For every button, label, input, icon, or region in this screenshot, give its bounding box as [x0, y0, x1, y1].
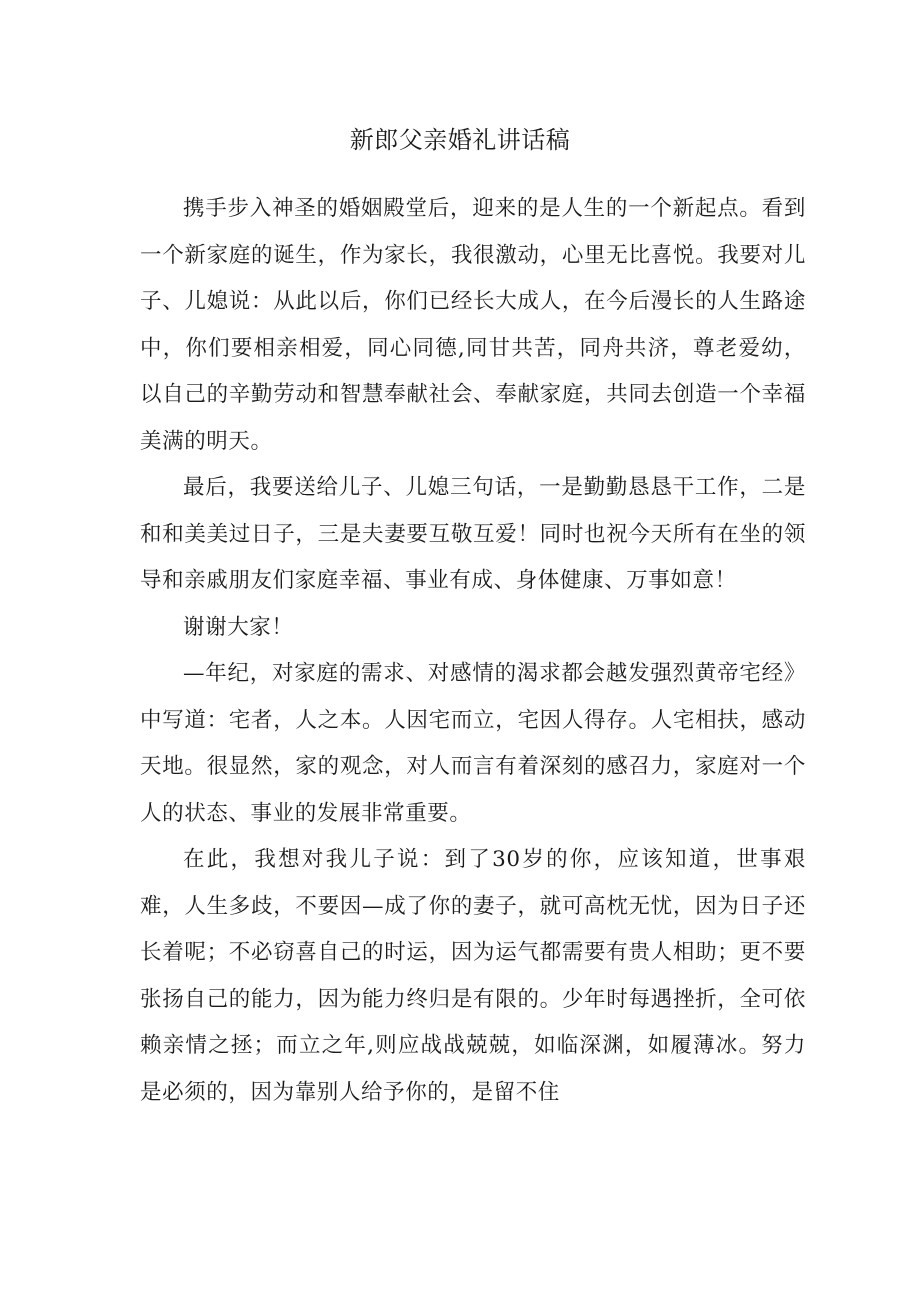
document-body [140, 186, 806, 1116]
paragraph-1: 携手步入神圣的婚姻殿堂后，迎来的是人生的一个新起点。看到一个新家庭的诞生，作为家长，我很激动，心里无比喜悦。我要对儿子、儿媳说：从此以后，你们已经长大成人，在今后漫长的人生路途中，你们要相亲相爱，同心同德,同甘共苦，同舟共济，尊老爱幼，以自己的辛勤劳动和智慧奉献社会、奉献家庭，共同去创造一个幸福美满的明天。 [140, 196, 806, 454]
paragraph-2: 最后，我要送给儿子、儿媳三句话，一是勤勤恳恳干工作，二是和和美美过日子，三是夫妻要互敬互爱！同时也祝今天所有在坐的领导和亲戚朋友们家庭幸福、事业有成、身体健康、万事如意！ [140, 475, 806, 593]
paragraph-3: 谢谢大家！ [183, 614, 294, 640]
document-title: 新郎父亲婚礼讲话稿 [349, 126, 571, 154]
paragraph-5: 在此，我想对我儿子说：到了30岁的你，应该知道，世事艰难，人生多歧，不要因—成了你的妻子，就可高枕无忧，因为日子还长着呢；不必窃喜自己的时运，因为运气都需要有贵人相助；更不要张扬自己的能力，因为能力终归是有限的。少年时每遇挫折，全可依赖亲情之拯；而立之年,则应战战兢兢，如临深渊，如履薄冰。努力是必须的，因为靠别人给予你的，是留不住 [140, 847, 806, 1105]
paragraph-4: —年纪，对家庭的需求、对感情的渴求都会越发强烈黄帝宅经》中写道：宅者，人之本。人因宅而立，宅因人得存。人宅相扶，感动天地。很显然，家的观念，对人而言有着深刻的感召力，家庭对一个人的状态、事业的发展非常重要。 [140, 661, 806, 826]
